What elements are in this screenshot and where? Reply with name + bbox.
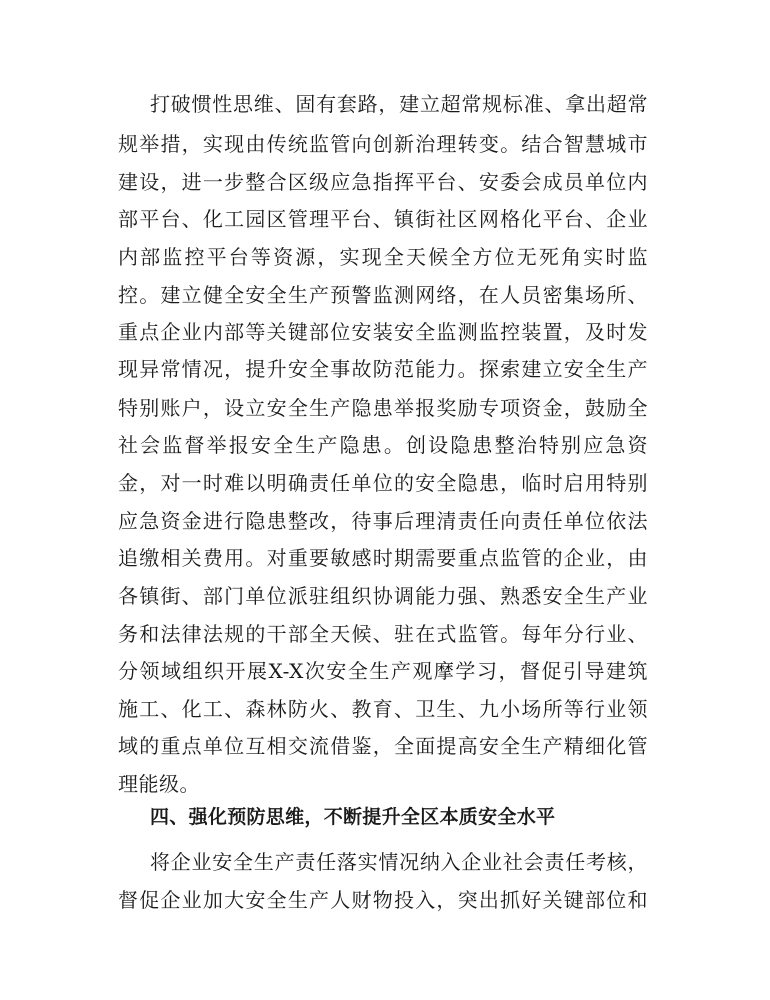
paragraph-line: 部平台、化工园区管理平台、镇街社区网格化平台、企业 — [118, 207, 648, 231]
paragraph-line: 金，对一时难以明确责任单位的安全隐患，临时启用特别 — [118, 471, 648, 495]
paragraph-line: 内部监控平台等资源，实现全天候全方位无死角实时监 — [118, 245, 648, 269]
paragraph-line: 追缴相关费用。对重要敏感时期需要重点监管的企业，由 — [118, 546, 648, 570]
paragraph-line: 域的重点单位互相交流借鉴，全面提高安全生产精细化管 — [118, 734, 648, 758]
paragraph-line: 施工、化工、森林防火、教育、卫生、九小场所等行业领 — [118, 697, 648, 721]
paragraph-line: 应急资金进行隐患整改，待事后理清责任向责任单位依法 — [118, 509, 648, 533]
paragraph-line: 务和法律法规的干部全天候、驻在式监管。每年分行业、 — [118, 622, 648, 646]
paragraph-line: 打破惯性思维、固有套路，建立超常规标准、拿出超常 — [150, 92, 648, 116]
section-heading-4: 四、强化预防思维，不断提升全区本质安全水平 — [150, 806, 556, 828]
paragraph-line: 特别账户，设立安全生产隐患举报奖励专项资金，鼓励全 — [118, 396, 648, 420]
paragraph-line: 社会监督举报安全生产隐患。创设隐患整治特别应急资 — [118, 433, 648, 457]
paragraph-line: 各镇街、部门单位派驻组织协调能力强、熟悉安全生产业 — [118, 584, 648, 608]
paragraph-line: 现异常情况，提升安全事故防范能力。探索建立安全生产 — [118, 357, 648, 381]
paragraph-line: 督促企业加大安全生产人财物投入，突出抓好关键部位和 — [118, 888, 648, 912]
paragraph-line: 重点企业内部等关键部位安装安全监测监控装置，及时发 — [118, 320, 648, 344]
paragraph-line: 规举措，实现由传统监管向创新治理转变。结合智慧城市 — [118, 132, 648, 156]
paragraph-line: 分领域组织开展X-X次安全生产观摩学习，督促引导建筑 — [118, 659, 648, 683]
paragraph-line: 将企业安全生产责任落实情况纳入企业社会责任考核， — [150, 850, 648, 874]
paragraph-line: 控。建立健全安全生产预警监测网络，在人员密集场所、 — [118, 283, 648, 307]
paragraph-line: 建设，进一步整合区级应急指挥平台、安委会成员单位内 — [118, 170, 648, 194]
paragraph-line: 理能级。 — [118, 772, 200, 796]
